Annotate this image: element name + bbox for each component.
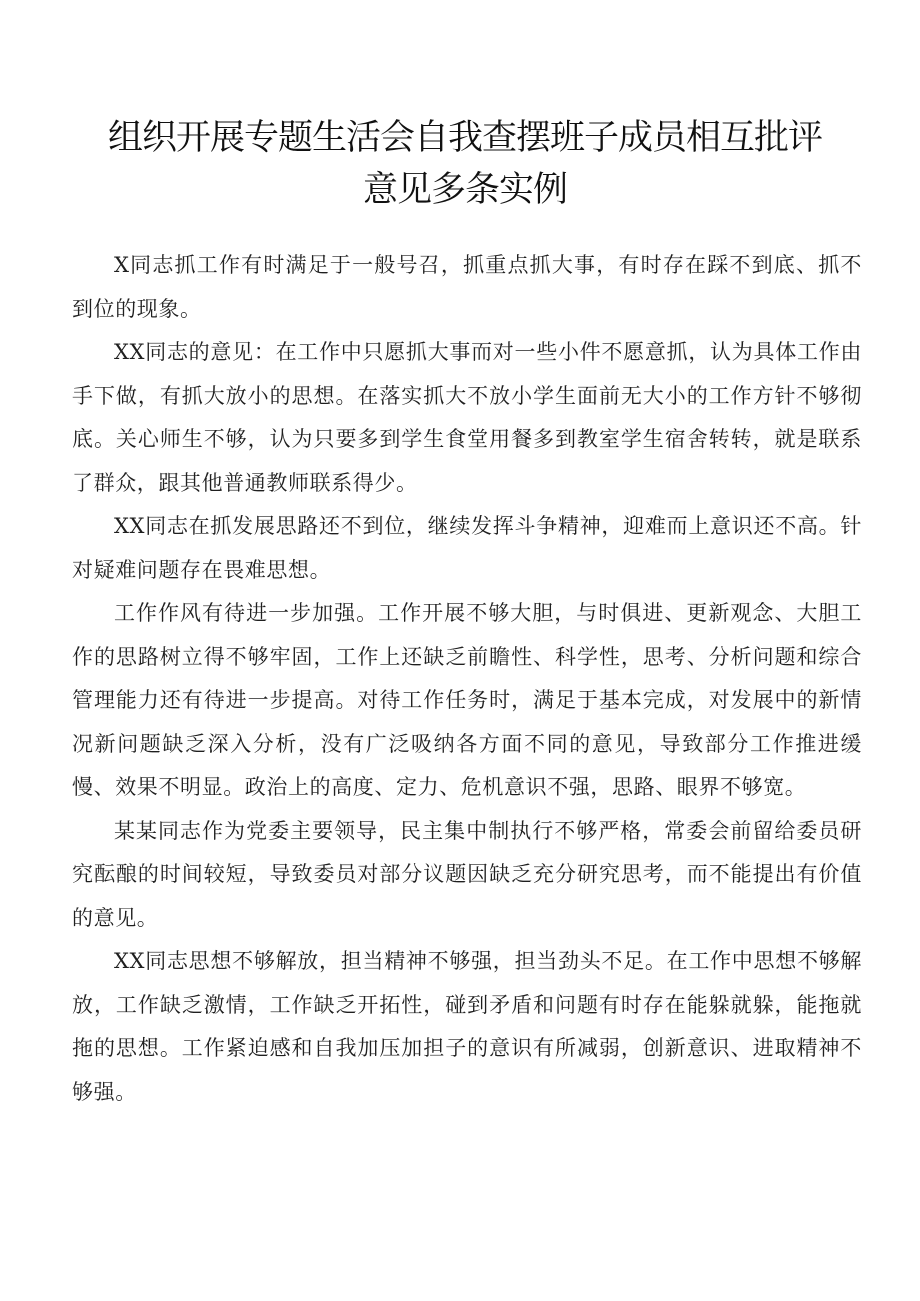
paragraph-4: 工作作风有待进一步加强。工作开展不够大胆，与时俱进、更新观念、大胆工作的思路树立得不够牢固，工作上还缺乏前瞻性、科学性，思考、分析问题和综合管理能力还有待进一步提高。对待工作任务时，满足于基本完成，对发展中的新情况新问题缺乏深入分析，没有广泛吸纳各方面不同的意见，导致部分工作推进缓慢、效果不明显。政治上的高度、定力、危机意识不强，思路、眼界不够宽。 <box>72 601 862 799</box>
paragraph-2: XX同志的意见：在工作中只愿抓大事而对一些小件不愿意抓，认为具体工作由手下做，有抓大放小的思想。在落实抓大不放小学生面前无大小的工作方针不够彻底。关心师生不够，认为只要多到学生食堂用餐多到教室学生宿舍转转，就是联系了群众，跟其他普通教师联系得少。 <box>72 340 862 495</box>
paragraph-5: 某某同志作为党委主要领导，民主集中制执行不够严格，常委会前留给委员研究酝酿的时间较短，导致委员对部分议题因缺乏充分研究思考，而不能提出有价值的意见。 <box>72 818 862 930</box>
paragraph-6: XX同志思想不够解放，担当精神不够强，担当劲头不足。在工作中思想不够解放，工作缺乏激情，工作缺乏开拓性，碰到矛盾和问题有时存在能躲就躲，能拖就拖的思想。工作紧迫感和自我加压加担子的意识有所减弱，创新意识、进取精神不够强。 <box>72 949 862 1104</box>
document-title: 组织开展专题生活会自我查摆班子成员相互批评意见多条实例 <box>107 118 822 210</box>
paragraph-3: XX同志在抓发展思路还不到位，继续发挥斗争精神，迎难而上意识还不高。针对疑难问题存在畏难思想。 <box>72 514 862 582</box>
paragraph-1: X同志抓工作有时满足于一般号召，抓重点抓大事，有时存在踩不到底、抓不到位的现象。 <box>72 253 862 321</box>
document-body <box>72 244 862 1114</box>
